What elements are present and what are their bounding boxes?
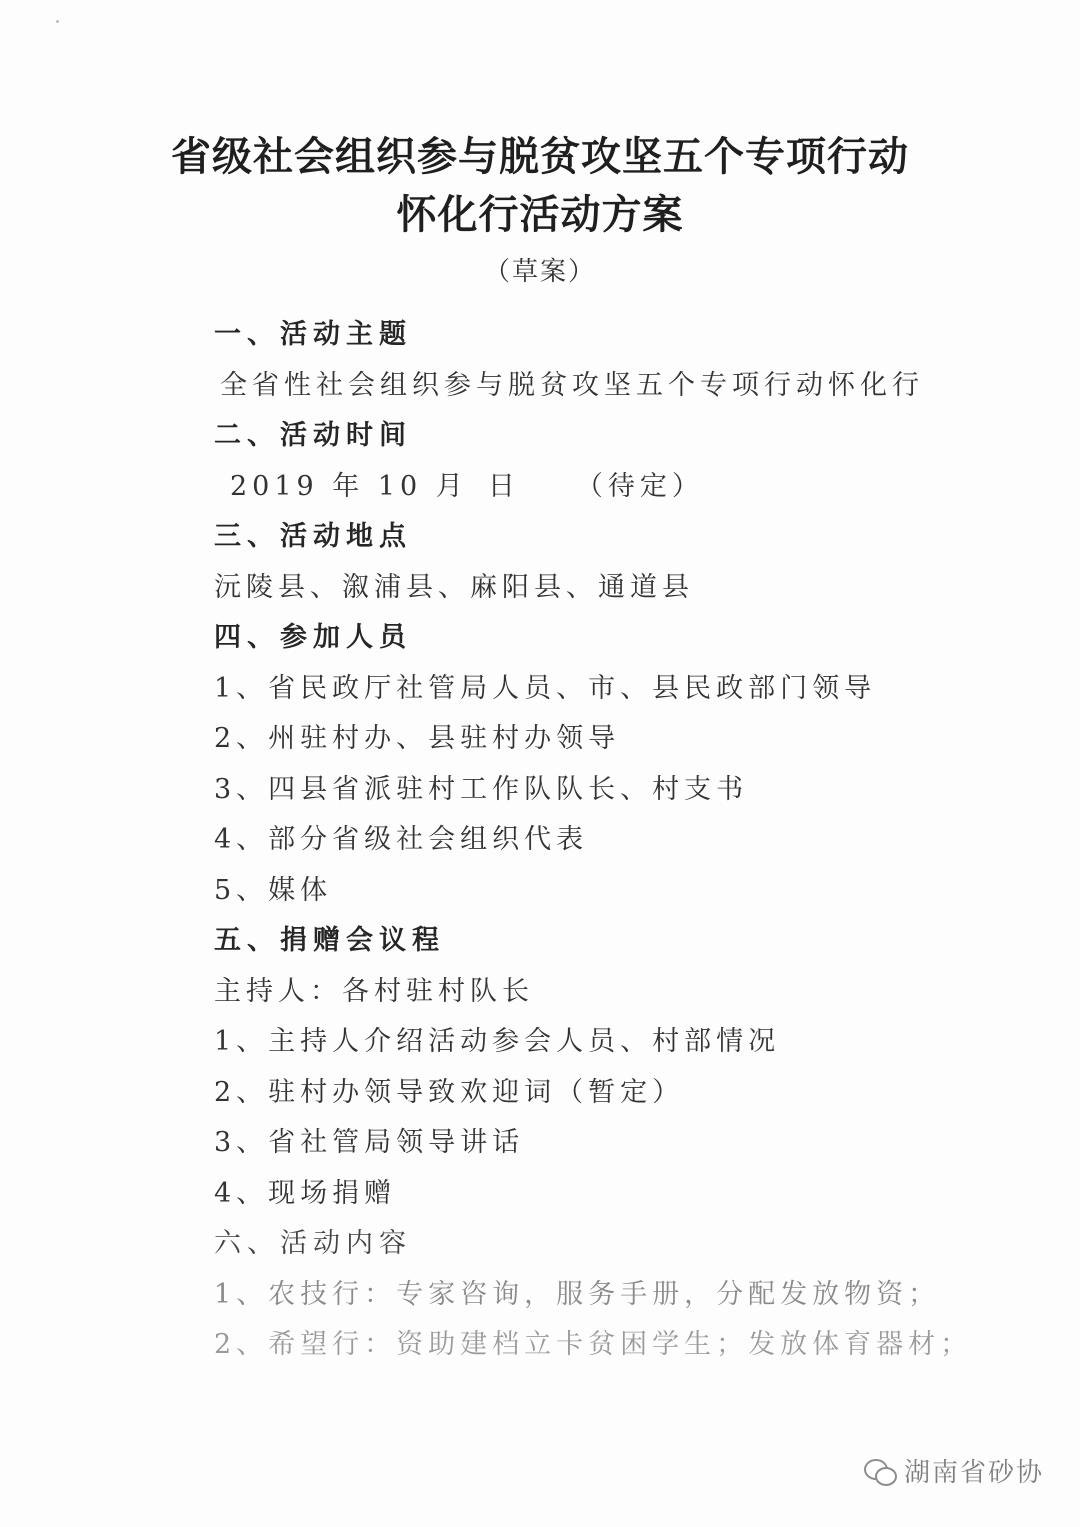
section-content-theme: 全省性社会组织参与脱贫攻坚五个专项行动怀化行 [220, 369, 924, 401]
list-item: 2、驻村办领导致欢迎词（暂定） [214, 1076, 685, 1108]
list-item: 1、主持人介绍活动参会人员、村部情况 [214, 1026, 781, 1057]
document-title [0, 128, 1080, 292]
scan-speck [56, 20, 59, 23]
date-note: （待定） [575, 470, 704, 502]
section-heading-theme: 一、活动主题 [214, 319, 412, 350]
watermark-text: 湖南省砂协 [903, 1458, 1044, 1488]
document-body [214, 310, 1034, 1371]
section-content-time [214, 462, 1034, 513]
list-item: 1、省民政厅社管局人员、市、县民政部门领导 [214, 672, 877, 704]
list-item: 5、媒体 [214, 874, 333, 906]
title-line-2: 怀化行活动方案 [396, 192, 684, 238]
date-day: 日 [487, 470, 520, 502]
list-item: 2、州驻村办、县驻村办领导 [214, 723, 621, 754]
date-year-month: 2019 年 10 月 [230, 470, 468, 502]
agenda-host: 主持人：各村驻村队长 [214, 975, 534, 1007]
title-subtitle: （草案） [483, 257, 596, 287]
watermark [864, 1452, 1044, 1489]
section-heading-location: 三、活动地点 [214, 521, 412, 552]
list-item: 3、四县省派驻村工作队队长、村支书 [214, 773, 749, 805]
list-item: 3、省社管局领导讲话 [214, 1127, 525, 1158]
list-item: 4、现场捐赠 [214, 1177, 397, 1209]
list-item: 1、农技行：专家咨询，服务手册，分配发放物资； [214, 1278, 941, 1310]
section-heading-agenda: 五、捐赠会议程 [214, 925, 445, 956]
list-item: 4、部分省级社会组织代表 [214, 824, 589, 855]
section-heading-content: 六、活动内容 [214, 1228, 412, 1259]
section-heading-time: 二、活动时间 [214, 420, 412, 451]
title-line-1: 省级社会组织参与脱贫攻坚五个专项行动 [171, 134, 909, 180]
list-item: 2、希望行：资助建档立卡贫困学生；发放体育器材； [214, 1329, 973, 1360]
section-heading-participants: 四、参加人员 [214, 622, 412, 653]
wechat-icon [864, 1457, 896, 1485]
section-content-location: 沅陵县、溆浦县、麻阳县、通道县 [214, 571, 694, 603]
